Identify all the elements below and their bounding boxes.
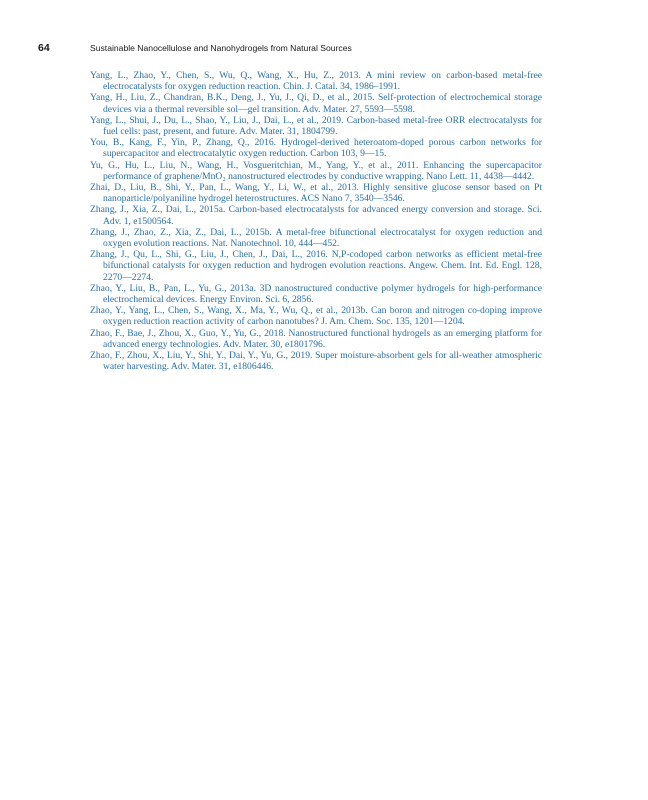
reference-item: Zhai, D., Liu, B., Shi, Y., Pan, L., Wang, Y., Li, W., et al., 2013. Highly sensitive glucose sensor based on Pt nanoparticle/polyaniline hydrogel heterostructures. ACS Nano 7, 3540—3546. (90, 182, 542, 205)
reference-item: Yang, L., Zhao, Y., Chen, S., Wu, Q., Wang, X., Hu, Z., 2013. A mini review on carbon-based metal-free electrocatalysts for oxygen reduction reaction. Chin. J. Catal. 34, 1986–1991. (90, 70, 542, 93)
page-number: 64 (38, 42, 50, 54)
reference-item: Yang, L., Shui, J., Du, L., Shao, Y., Liu, J., Dai, L., et al., 2019. Carbon-based metal-free ORR electrocatalysts for fuel cells: past, present, and future. Adv. Mater. 31, 1804799. (90, 114, 542, 138)
reference-item: You, B., Kang, F., Yin, P., Zhang, Q., 2016. Hydrogel-derived heteroatom-doped porous carbon networks for supercapacitor and electrocatalytic oxygen reduction. Carbon 103, 9—15. (90, 137, 542, 160)
reference-item: Yang, H., Liu, Z., Chandran, B.K., Deng, J., Yu, J., Qi, D., et al., 2015. Self-protection of electrochemical storage devices via a thermal reversible sol—gel transition. Adv. Mater. 27, 5593—5598. (90, 92, 542, 115)
reference-item: Yu, G., Hu, L., Liu, N., Wang, H., Vosgueritchian, M., Yang, Y., et al., 2011. Enhancing the supercapacitor performance of graphene/MnO₂ nanostructured electrodes by conductive wrapping. Nano Lett. 11, 4438—4442. (90, 159, 542, 182)
reference-item: Zhao, Y., Liu, B., Pan, L., Yu, G., 2013a. 3D nanostructured conductive polymer hydrogels for high-performance electrochemical devices. Energy Environ. Sci. 6, 2856. (90, 282, 542, 306)
reference-item: Zhang, J., Qu, L., Shi, G., Liu, J., Chen, J., Dai, L., 2016. N,P-codoped carbon networks as efficient metal-free bifunctional catalysts for oxygen reduction and hydrogen evolution reactions. Angew. Chem. Int. Ed. Engl. 128, 2270—2274. (90, 249, 542, 283)
reference-item: Zhang, J., Xia, Z., Dai, L., 2015a. Carbon-based electrocatalysts for advanced energy conversion and storage. Sci. Adv. 1, e1500564. (90, 204, 542, 227)
reference-item: Zhao, Y., Yang, L., Chen, S., Wang, X., Ma, Y., Wu, Q., et al., 2013b. Can boron and nitrogen co-doping improve oxygen reduction reaction activity of carbon nanotubes? J. Am. Chem. Soc. 135, 1201—1204. (90, 305, 542, 328)
running-title: Sustainable Nanocellulose and Nanohydrogels from Natural Sources (90, 43, 352, 53)
reference-list (90, 70, 542, 372)
reference-item: Zhao, F., Zhou, X., Liu, Y., Shi, Y., Dai, Y., Yu, G., 2019. Super moisture-absorbent gels for all-weather atmospheric water harvesting. Adv. Mater. 31, e1806446. (90, 350, 542, 373)
reference-item: Zhang, J., Zhao, Z., Xia, Z., Dai, L., 2015b. A metal-free bifunctional electrocatalyst for oxygen reduction and oxygen evolution reactions. Nat. Nanotechnol. 10, 444—452. (90, 226, 542, 250)
reference-item: Zhao, F., Bae, J., Zhou, X., Guo, Y., Yu, G., 2018. Nanostructured functional hydrogels as an emerging platform for advanced energy technologies. Adv. Mater. 30, e1801796. (90, 327, 542, 350)
page-header (38, 41, 598, 55)
